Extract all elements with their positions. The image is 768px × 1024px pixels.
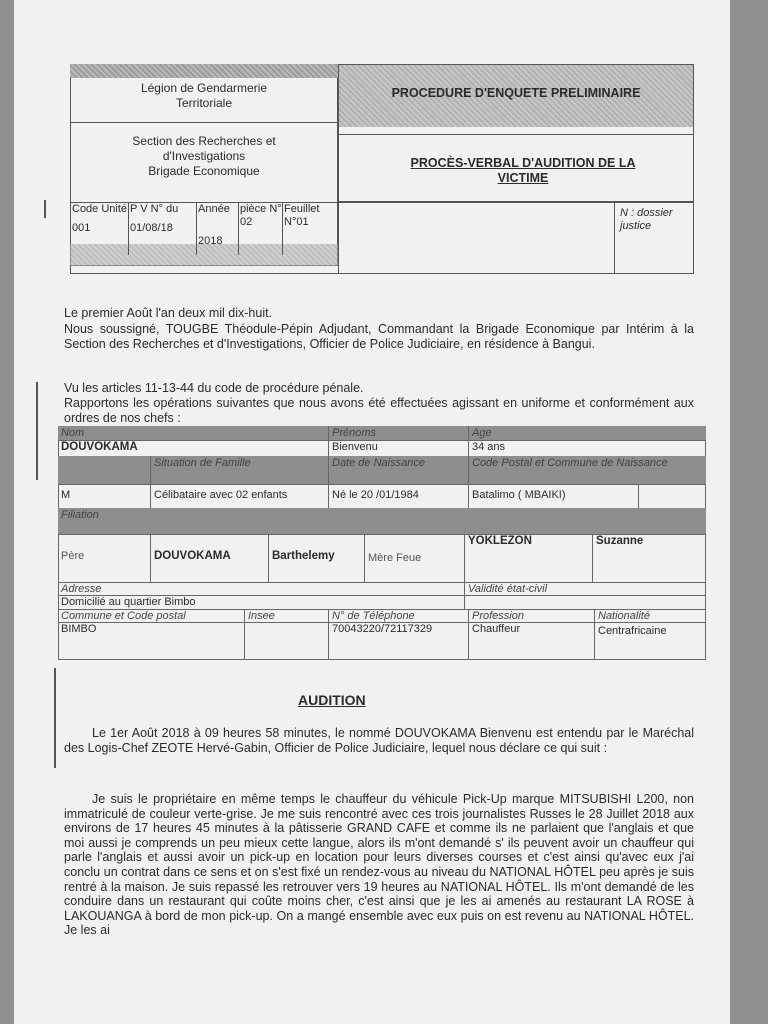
profession-label: Profession xyxy=(468,609,594,622)
intro-articles: Vu les articles 11-13-44 du code de procédure pénale. xyxy=(64,381,364,395)
margin-arrow xyxy=(36,382,38,480)
audition-statement: Je suis le propriétaire en même temps le chauffeur du véhicule Pick-Up marque MITSUBISHI L200, non immatriculé de couleur verte-grise. Je me suis rencontré avec ces trois journalistes Russes le 28 Juillet 2018 aux environs de 17 heures 45 minutes à la pâtisserie GRAND CAFE et comme ils ne parlaient que l'anglais et que moi aussi je comprends un peu mieux cette langue, alors ils m'ont demandé s' ils peuvent avoir un chauffeur qui parle l'anglais et aussi avoir un pick-up en location pour leurs diverses courses et c'est ainsi qu'avec eux j'ai conclu un contrat dans ce sens et on s'est fixé un rendez-vous au niveau du NATIONAL HÔTEL peu après je suis rentré à la maison. Je suis repassé les retrouver vers 19 heures au NATIONAL HÔTEL. Ils m'ont demandé de les conduire dans un restaurant qui coûte moins cher, c'est ainsi que je les ai amenés au restaurant LA ROSE à LAKOUANGA à bord de mon pick-up. On a mangé ensemble avec eux puis on est revenu au NATIONAL HÔTEL. Je les ai xyxy=(64,792,694,938)
pere-label: Père xyxy=(61,550,85,562)
margin-arrow xyxy=(54,668,56,768)
lieu-value: Batalimo ( MBAIKI) xyxy=(468,484,638,508)
code-pv-label: P V N° du xyxy=(130,203,179,215)
table-row xyxy=(58,426,706,441)
header-left-shade xyxy=(70,64,338,78)
table-row xyxy=(58,440,706,457)
nom-value: DOUVOKAMA xyxy=(61,441,138,453)
code-annee-label: Année xyxy=(198,203,230,215)
tel-label: N° de Téléphone xyxy=(328,609,468,622)
table-row xyxy=(58,508,706,535)
pere-prenom: Barthelemy xyxy=(268,534,364,582)
situation-value: Célibataire avec 02 enfants xyxy=(150,484,328,508)
section-line1: Section des Recherches et xyxy=(132,134,276,148)
filiation-label: Filiation xyxy=(61,509,99,521)
nationalite-label: Nationalité xyxy=(594,609,706,622)
age-label: Age xyxy=(468,426,706,440)
lieu-label: Code Postal et Commune de Naissance xyxy=(468,456,706,484)
mere-label: Mère Feue xyxy=(364,534,464,582)
sexe-value: M xyxy=(61,489,71,501)
nom-label: Nom xyxy=(61,427,85,439)
naissance-value: Né le 20 /01/1984 xyxy=(328,484,468,508)
code-pv-value: 01/08/18 xyxy=(130,222,173,234)
age-value: 34 ans xyxy=(468,440,706,456)
legion-text xyxy=(70,81,338,111)
table-row xyxy=(58,582,706,596)
section-text xyxy=(70,134,338,179)
mere-prenom: Suzanne xyxy=(592,534,706,582)
intro-date: Le premier Août l'an deux mil dix-huit. xyxy=(64,306,273,320)
validite-label: Validité état-civil xyxy=(464,582,706,595)
adresse-label: Adresse xyxy=(61,583,102,595)
adresse-value: Domicilié au quartier Bimbo xyxy=(61,596,196,608)
legion-line2: Territoriale xyxy=(175,96,232,110)
table-row xyxy=(58,456,706,485)
table-row xyxy=(58,534,706,583)
nationalite-value: Centrafricaine xyxy=(594,622,706,660)
header-block xyxy=(70,64,694,276)
profession-value: Chauffeur xyxy=(468,622,594,660)
code-unite-label: Code Unité xyxy=(72,203,128,215)
insee-label: Insee xyxy=(244,609,328,622)
code-annee-value: 2018 xyxy=(198,235,223,247)
section-line3: Brigade Economique xyxy=(148,164,260,178)
code-unite-value: 001 xyxy=(72,222,91,234)
code-unite xyxy=(72,203,129,255)
pere-nom: DOUVOKAMA xyxy=(150,534,268,582)
audition-title: AUDITION xyxy=(298,692,366,708)
margin-arrow xyxy=(44,200,46,218)
intro-rapportons: Rapportons les opérations suivantes que nous avons été effectuées agissant en uniforme et conformément aux ordres de nos chefs : xyxy=(64,396,694,425)
table-row xyxy=(58,622,706,660)
situation-label: Situation de Famille xyxy=(150,456,328,484)
document-page xyxy=(14,0,730,1024)
naissance-label: Date de Naissance xyxy=(328,456,468,484)
procedure-title: PROCEDURE D'ENQUETE PRELIMINAIRE xyxy=(391,86,641,100)
code-feuillet: Feuillet N°01 xyxy=(284,203,320,228)
code-pv xyxy=(130,203,197,255)
commune-value: BIMBO xyxy=(61,623,97,635)
pv-title: PROCÈS-VERBAL D'AUDITION DE LA VICTIME xyxy=(410,156,636,185)
table-row xyxy=(58,484,706,509)
code-annee xyxy=(198,203,239,255)
section-line2: d'Investigations xyxy=(162,149,246,163)
table-row xyxy=(58,609,706,623)
legion-line1: Légion de Gendarmerie xyxy=(140,81,268,95)
prenoms-label: Prénoms xyxy=(328,426,468,440)
tel-value: 70043220/72117329 xyxy=(328,622,468,660)
code-piece: pièce N° 02 xyxy=(240,203,283,255)
table-row xyxy=(58,595,706,610)
mere-nom: YOKLEZON xyxy=(464,534,592,582)
dossier-justice: N : dossier justice xyxy=(620,207,673,232)
audition-intro: Le 1er Août 2018 à 09 heures 58 minutes, le nommé DOUVOKAMA Bienvenu est entendu par le Maréchal des Logis-Chef ZEOTE Hervé-Gabin, Officier de Police Judiciaire, lequel nous déclare ce qui suit : xyxy=(64,726,694,755)
prenoms-value: Bienvenu xyxy=(328,440,468,456)
commune-label: Commune et Code postal xyxy=(61,610,186,622)
intro-soussigne: Nous soussigné, TOUGBE Théodule-Pépin Adjudant, Commandant la Brigade Economique par Intérim à la Section des Recherches et d'Investigations, Officier de Police Judiciaire, en résidence à Bangui. xyxy=(64,322,694,351)
